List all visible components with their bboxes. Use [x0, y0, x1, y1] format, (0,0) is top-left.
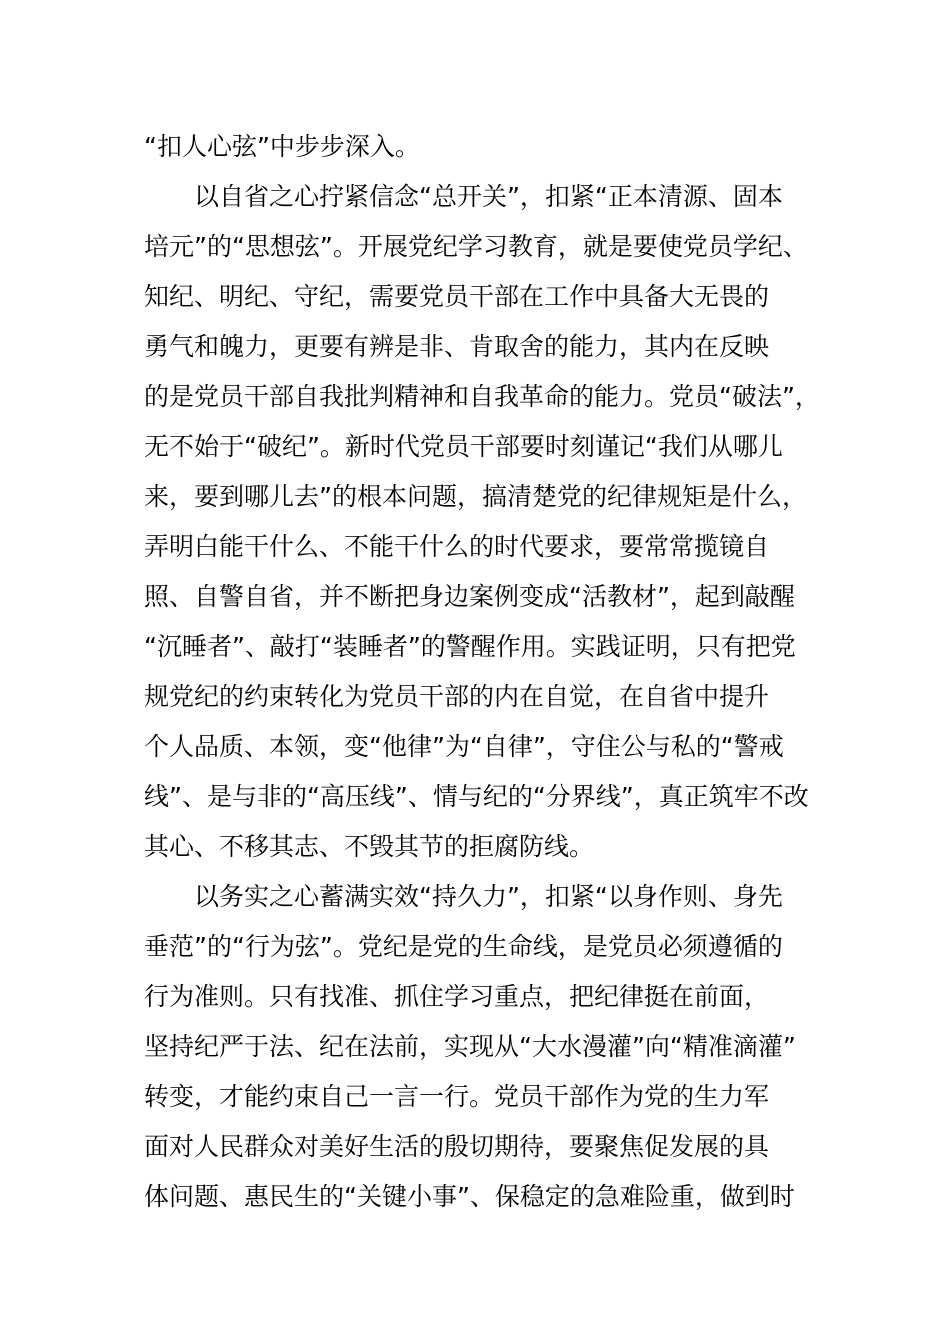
text-line: “扣人心弦”中步步深入。 — [144, 132, 420, 161]
text-line: 弄明白能干什么、不能干什么的时代要求，要常常揽镜自 — [144, 532, 770, 561]
text-line: 无不始于“破纪”。新时代党员干部要时刻谨记“我们从哪儿 — [144, 432, 783, 461]
text-line: 坚持纪严于法、纪在法前，实现从“大水漫灌”向“精准滴灌” — [144, 1032, 796, 1061]
text-line: “沉睡者”、敲打“装睡者”的警醒作用。实践证明，只有把党 — [144, 632, 796, 661]
text-line: 勇气和魄力，更要有辨是非、肯取舍的能力，其内在反映 — [144, 332, 770, 361]
text-line: 来，要到哪儿去”的根本问题，搞清楚党的纪律规矩是什么， — [144, 482, 807, 511]
text-line: 行为准则。只有找准、抓住学习重点，把纪律挺在前面， — [144, 982, 770, 1011]
text-line: 以务实之心蓄满实效“持久力”，扣紧“以身作则、身先 — [194, 882, 783, 911]
text-line: 其心、不移其志、不毁其节的拒腐防线。 — [144, 832, 595, 861]
text-line: 的是党员干部自我批判精神和自我革命的能力。党员“破法”， — [144, 382, 820, 411]
text-line: 线”、是与非的“高压线”、情与纪的“分界线”，真正筑牢不改 — [144, 782, 809, 811]
text-line: 转变，才能约束自己一言一行。党员干部作为党的生力军 — [144, 1082, 770, 1111]
text-line: 规党纪的约束转化为党员干部的内在自觉，在自省中提升 — [144, 682, 770, 711]
text-line: 个人品质、本领，变“他律”为“自律”，守住公与私的“警戒 — [144, 732, 784, 761]
text-line: 照、自警自省，并不断把身边案例变成“活教材”，起到敲醒 — [144, 582, 795, 611]
text-line: 体问题、惠民生的“关键小事”、保稳定的急难险重，做到时 — [144, 1182, 795, 1211]
text-line: 知纪、明纪、守纪，需要党员干部在工作中具备大无畏的 — [144, 282, 770, 311]
text-line: 面对人民群众对美好生活的殷切期待，要聚焦促发展的具 — [144, 1132, 770, 1161]
body-text — [144, 122, 834, 1222]
text-line: 以自省之心拧紧信念“总开关”，扣紧“正本清源、固本 — [194, 182, 783, 211]
text-line: 垂范”的“行为弦”。党纪是党的生命线，是党员必须遵循的 — [144, 932, 783, 961]
text-line: 培元”的“思想弦”。开展党纪学习教育，就是要使党员学纪、 — [144, 232, 808, 261]
